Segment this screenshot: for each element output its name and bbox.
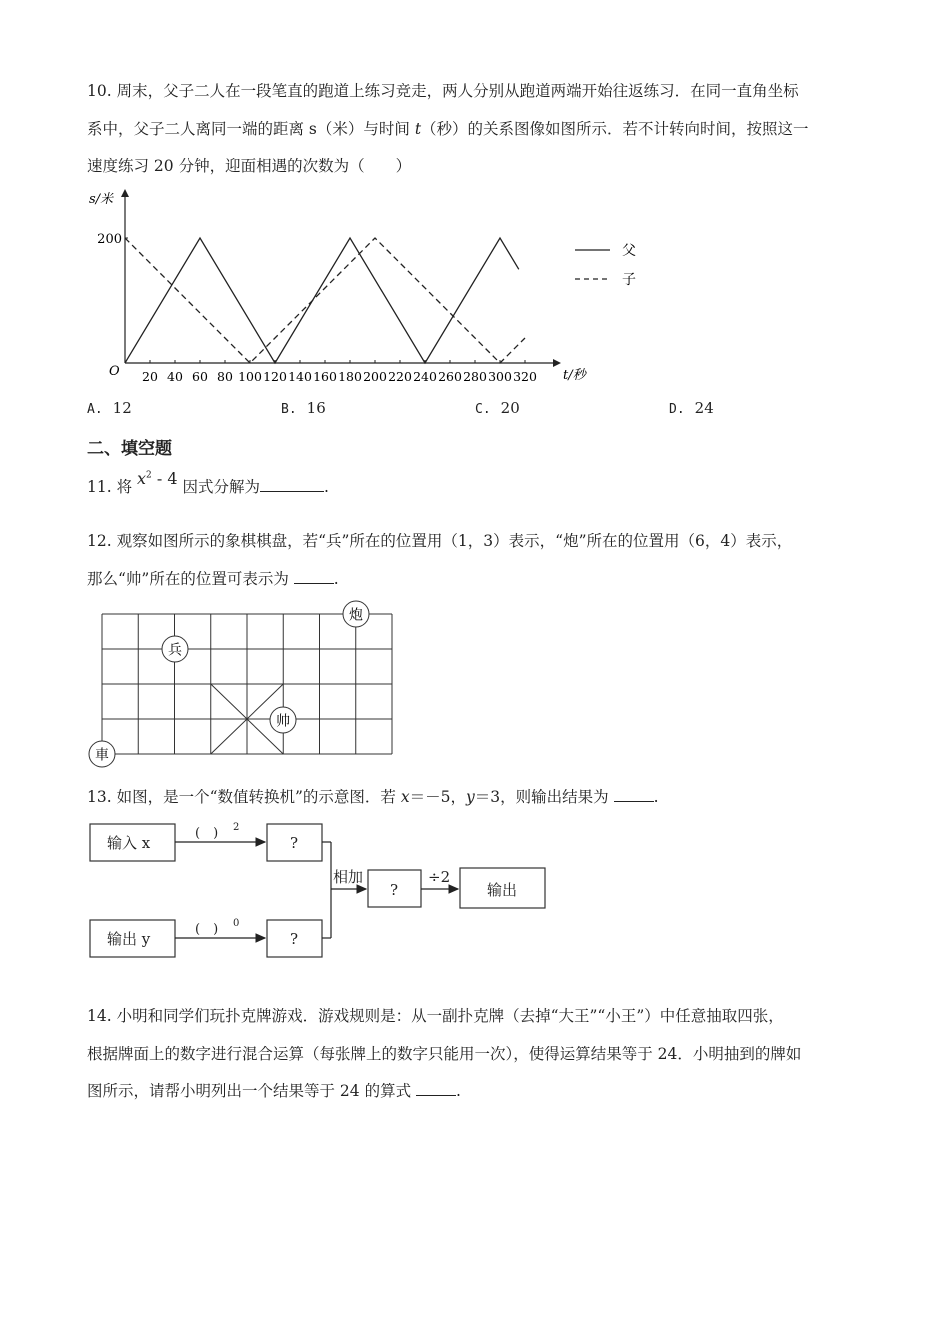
svg-text:2: 2 <box>233 822 240 833</box>
svg-text:帅: 帅 <box>276 713 290 730</box>
x-tick-label: 80 <box>217 369 233 384</box>
divide-label: ÷2 <box>428 868 451 886</box>
x-tick-label: 240 <box>413 369 437 384</box>
input-x-label: 输入 x <box>107 834 151 852</box>
x-tick-label: 40 <box>167 369 183 384</box>
question-13: 13. 如图，是一个“数值转换机”的示意图．若 x＝－5，y＝3，则输出结果为 . <box>87 788 659 806</box>
conversion-machine-diagram <box>85 815 555 965</box>
unknown-1: ? <box>289 834 299 852</box>
piece-pao <box>343 601 369 627</box>
piece-che <box>89 741 115 767</box>
piece-shuai <box>270 707 296 733</box>
x-tick-label: 120 <box>263 369 287 384</box>
unknown-3: ? <box>389 881 399 899</box>
x-tick-label: 100 <box>238 369 262 384</box>
q12-line-1: 12. 观察如图所示的象棋棋盘，若“兵”所在的位置用（1，3）表示，“炮”所在的位置用（6，4）表示， <box>87 532 793 550</box>
x-tick-label: 260 <box>438 369 462 384</box>
input-y-label: 输出 y <box>107 930 151 948</box>
x-tick-label: 180 <box>338 369 362 384</box>
option-d[interactable]: D. 24 <box>669 399 714 417</box>
zero-power-op-label: ( ) <box>195 922 219 937</box>
x-tick-label: 20 <box>142 369 158 384</box>
legend-son-label: 子 <box>622 272 636 288</box>
q14-line-2: 根据牌面上的数字进行混合运算（每张牌上的数字只能用一次），使得运算结果等于 24．小明抽到的牌如 <box>87 1044 802 1063</box>
x-tick-label: 160 <box>313 369 337 384</box>
question-12 <box>87 523 862 598</box>
chess-board <box>84 598 404 770</box>
distance-time-chart <box>85 183 636 393</box>
q12-line-2: 那么“帅”所在的位置可表示为 . <box>87 569 339 588</box>
series-line-son <box>125 238 525 363</box>
question-14 <box>87 998 862 1111</box>
q10-line-1: 10. 周末，父子二人在一段笔直的跑道上练习竞走，两人分别从跑道两端开始往返练习．在同一直角坐标 <box>87 82 799 100</box>
q10-line-2: 系中，父子二人离同一端的距离 s（米）与时间 t（秒）的关系图像如图所示．若不计转向时间，按照这一 <box>87 119 809 138</box>
x-tick-label: 280 <box>463 369 487 384</box>
x-tick-label: 320 <box>513 369 537 384</box>
q14-answer-blank[interactable] <box>416 1080 456 1096</box>
x-tick-label: 300 <box>488 369 512 384</box>
output-label: 输出 <box>486 881 518 899</box>
svg-text:炮: 炮 <box>349 607 363 624</box>
option-c[interactable]: C. 20 <box>475 399 520 417</box>
x-tick-label: 200 <box>363 369 387 384</box>
option-b[interactable]: B. 16 <box>281 399 326 417</box>
x-axis-arrow <box>553 359 561 367</box>
x-tick-label: 60 <box>192 369 208 384</box>
svg-text:兵: 兵 <box>168 642 182 659</box>
q14-line-1: 14. 小明和同学们玩扑克牌游戏．游戏规则是：从一副扑克牌（去掉“大王”“小王”）中任意抽取四张， <box>87 1007 784 1025</box>
q10-line-3: 速度练习 20 分钟，迎面相遇的次数为（ ） <box>87 157 412 175</box>
section-title: 二、填空题 <box>87 439 172 459</box>
series-line-father <box>125 238 519 363</box>
svg-text:0: 0 <box>233 918 240 929</box>
y-axis-label: s/米 <box>89 192 114 207</box>
question-11: 11. 将 $x^2 - 4$ 因式分解为 . <box>87 469 329 496</box>
q12-answer-blank[interactable] <box>294 568 334 584</box>
piece-bing <box>162 636 188 662</box>
sum-label: 相加 <box>333 868 364 886</box>
q13-answer-blank[interactable] <box>614 786 654 802</box>
svg-text:車: 車 <box>95 747 109 764</box>
unknown-2: ? <box>289 930 299 948</box>
y-axis-arrow <box>121 189 129 197</box>
option-a[interactable]: A. 12 <box>87 399 132 417</box>
q11-answer-blank[interactable] <box>260 476 324 492</box>
origin-label: O <box>109 364 120 379</box>
y-tick-label: 200 <box>97 232 122 247</box>
x-tick-label: 220 <box>388 369 412 384</box>
q14-line-3: 图所示，请帮小明列出一个结果等于 24 的算式 . <box>87 1082 461 1100</box>
x-axis-label: t/秒 <box>563 368 586 383</box>
question-10 <box>87 73 862 186</box>
legend-father-label: 父 <box>622 243 636 259</box>
square-op-label: ( ) <box>195 826 219 841</box>
x-tick-label: 140 <box>288 369 312 384</box>
